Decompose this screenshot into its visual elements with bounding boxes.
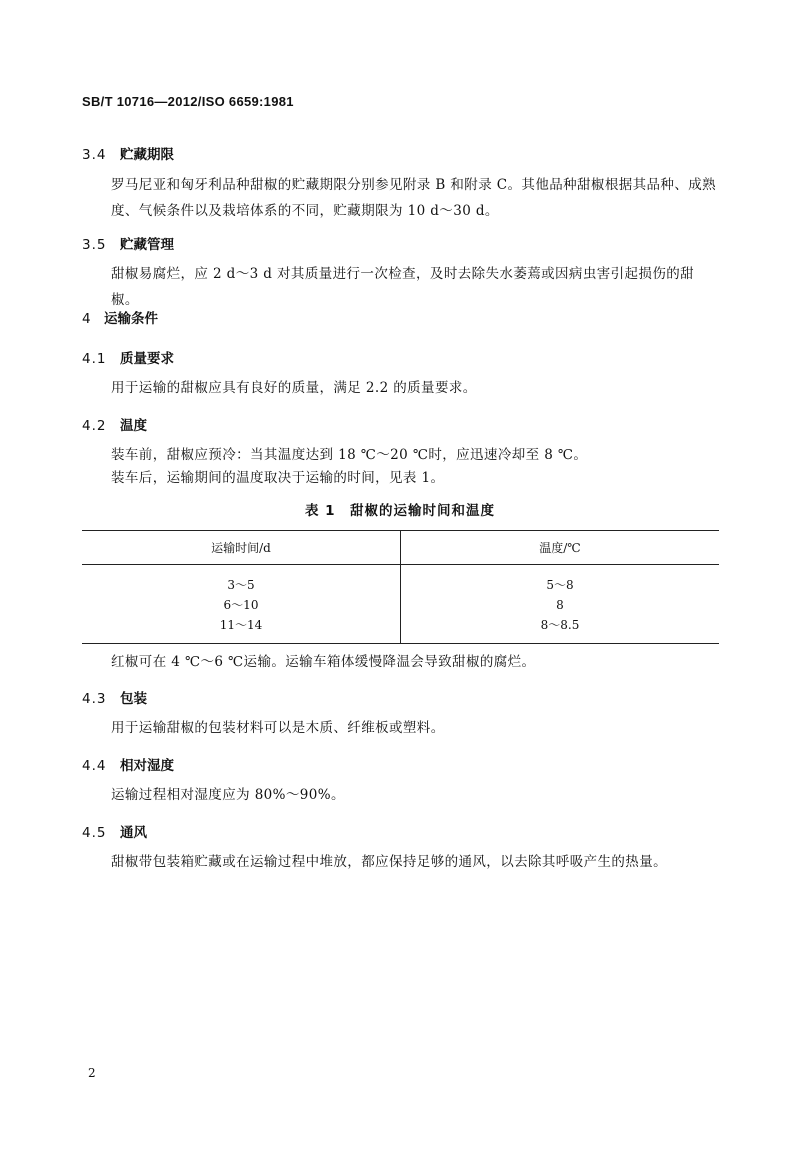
table-header-temperature: 温度/℃ [401,531,720,565]
section-heading-3-5 [82,233,174,253]
table-row [82,565,719,644]
table-cell: 11～14 [219,618,263,632]
standard-header: SB/T 10716—2012/ISO 6659:1981 [82,94,294,109]
section-heading-4-3 [82,687,147,707]
duration-column [82,565,401,644]
section-number: 4.2 [82,418,107,434]
section-title: 相对湿度 [120,758,174,774]
transport-table [82,530,719,644]
section-text-4-1: 用于运输的甜椒应具有良好的质量，满足 2.2 的质量要求。 [111,380,477,396]
temperature-column [401,565,720,644]
section-title: 温度 [120,418,147,434]
section-number: 4.5 [82,825,107,841]
section-title: 通风 [120,825,147,841]
section-heading-4-1 [82,347,174,367]
chapter-heading-4 [82,307,158,327]
section-heading-4-4 [82,754,174,774]
table-cell: 5～8 [546,578,574,592]
section-text-4-2-a: 装车前，甜椒应预冷：当其温度达到 18 ℃～20 ℃时，应迅速冷却至 8 ℃。 [111,447,588,463]
section-number: 4.1 [82,351,107,367]
table-cell: 8～8.5 [540,618,580,632]
section-text-3-5: 甜椒易腐烂，应 2 d～3 d 对其质量进行一次检查，及时去除失水萎蔫或因病虫害引起损伤的甜椒。 [111,266,695,308]
section-text-3-4: 罗马尼亚和匈牙利品种甜椒的贮藏期限分别参见附录 B 和附录 C。其他品种甜椒根据其品种、成熟度、气候条件以及栽培体系的不同，贮藏期限为 10 d～30 d。 [111,177,717,219]
section-number: 3.5 [82,237,107,253]
section-number: 4.4 [82,758,107,774]
table-cell: 8 [556,598,564,612]
section-heading-3-4 [82,143,174,163]
section-text-4-4: 运输过程相对湿度应为 80%～90%。 [111,787,345,803]
table-header-duration: 运输时间/d [82,531,401,565]
table-cell: 3～5 [227,578,255,592]
table-caption: 表 1 甜椒的运输时间和温度 [304,503,496,519]
section-text-4-3: 用于运输甜椒的包装材料可以是木质、纤维板或塑料。 [111,720,445,736]
section-heading-4-5 [82,821,147,841]
section-title: 包装 [120,691,147,707]
section-title: 质量要求 [120,351,174,367]
section-text-4-5: 甜椒带包装箱贮藏或在运输过程中堆放，都应保持足够的通风，以去除其呼吸产生的热量。 [111,854,667,870]
table-cell: 6～10 [223,598,259,612]
after-table-text: 红椒可在 4 ℃～6 ℃运输。运输车箱体缓慢降温会导致甜椒的腐烂。 [111,654,536,670]
chapter-title: 运输条件 [104,311,158,327]
section-text-4-2-b: 装车后，运输期间的温度取决于运输的时间，见表 1。 [111,470,445,486]
section-heading-4-2 [82,414,147,434]
page-number: 2 [88,1066,96,1080]
chapter-number: 4 [82,311,92,327]
section-title: 贮藏管理 [120,237,174,253]
section-number: 3.4 [82,147,107,163]
section-number: 4.3 [82,691,107,707]
section-title: 贮藏期限 [120,147,174,163]
